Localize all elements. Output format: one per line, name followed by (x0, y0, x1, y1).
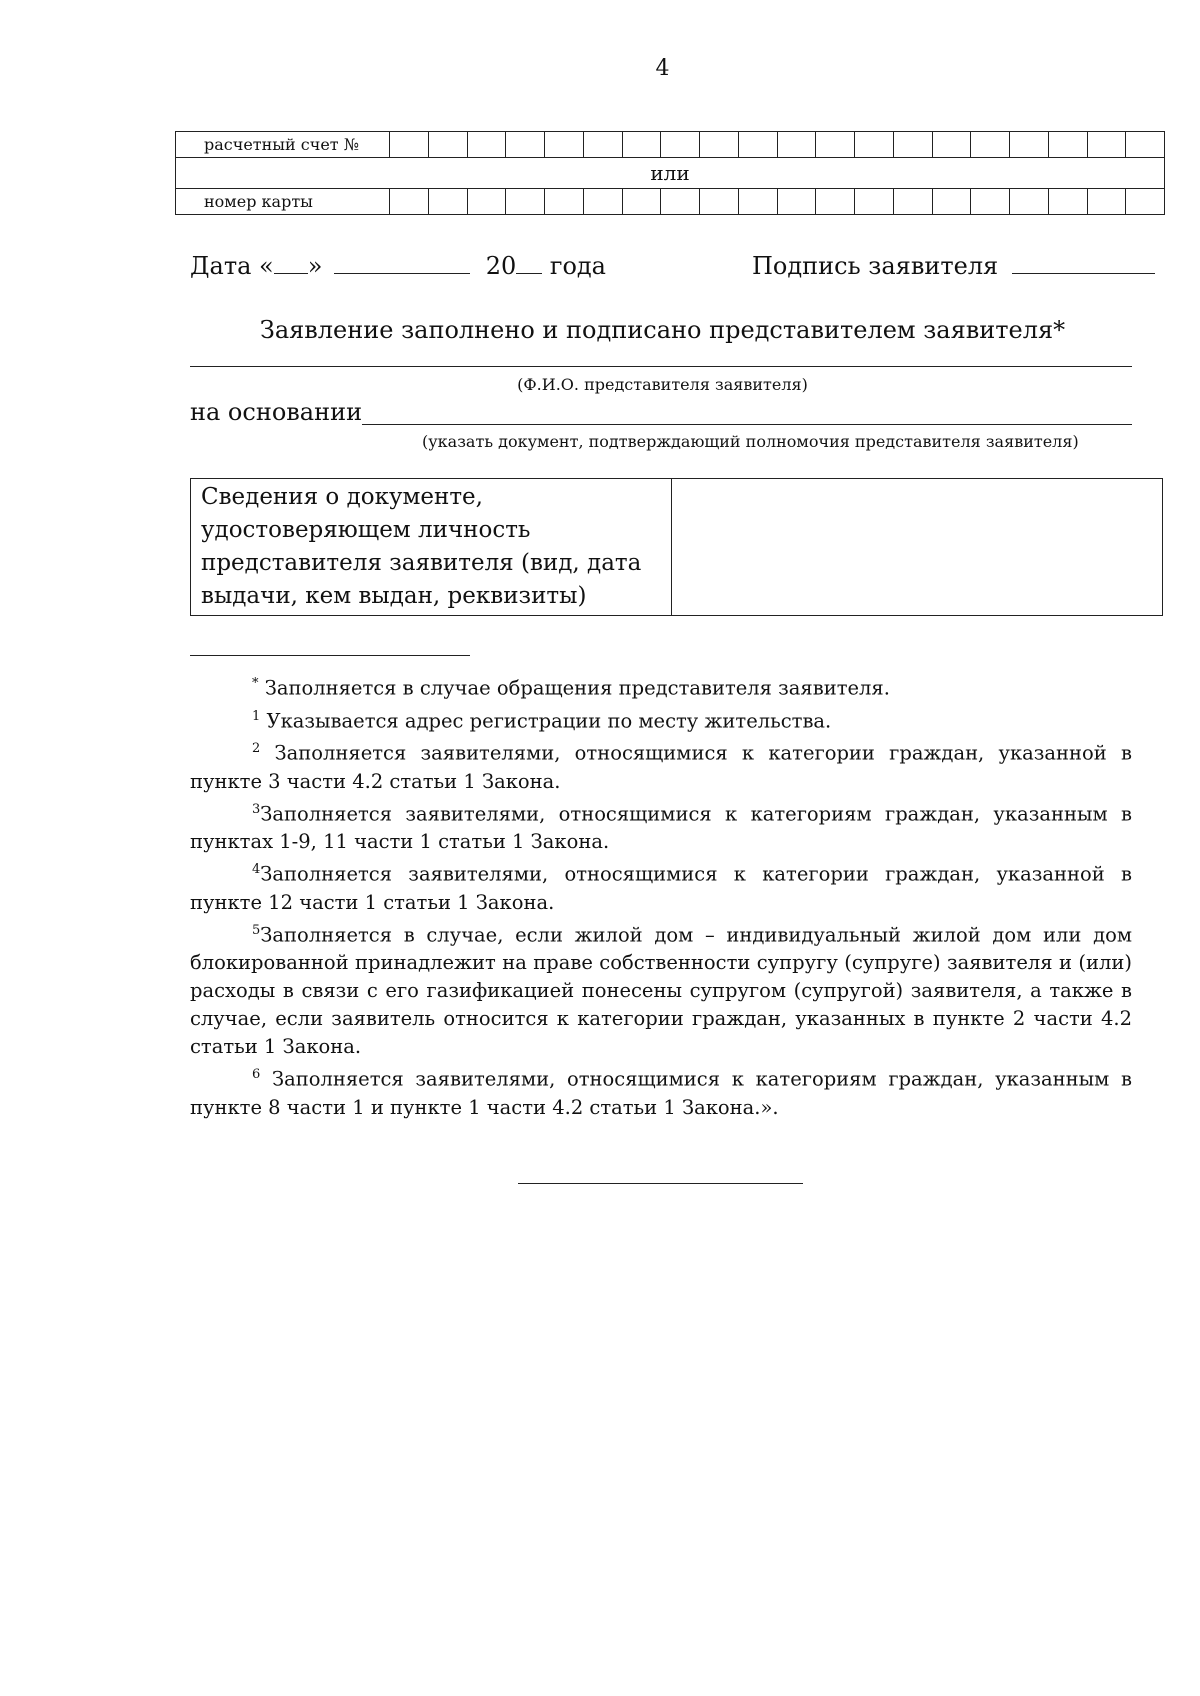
digit-cell[interactable] (932, 189, 971, 215)
fio-field[interactable] (190, 366, 1132, 367)
digit-cell[interactable] (506, 189, 545, 215)
representative-heading: Заявление заполнено и подписано представителем заявителя* (259, 316, 1066, 344)
digit-cell[interactable] (1048, 132, 1087, 158)
digit-cell[interactable] (816, 189, 855, 215)
footnote: $^4$Заполняется заявителями, относящимися к категории граждан, указанной в пункте 12 части 1 статьи 1 Закона. (190, 862, 1132, 914)
page-number: 4 (655, 56, 670, 81)
digit-cell[interactable] (971, 189, 1010, 215)
digit-cell[interactable] (390, 189, 429, 215)
signature-line (752, 252, 1155, 280)
signature-field[interactable] (1012, 272, 1155, 274)
signature-label: Подпись заявителя (752, 252, 999, 280)
digit-cell[interactable] (390, 132, 429, 158)
digit-cell[interactable] (1126, 189, 1165, 215)
footnote: $^6$ Заполняется заявителями, относящимися к категориям граждан, указанным в пункте 8 части 1 и пункте 1 части 4.2 статьи 1 Закона.». (190, 1067, 1133, 1119)
digit-cell[interactable] (622, 132, 661, 158)
digit-cell[interactable] (428, 132, 467, 158)
digit-cell[interactable] (583, 132, 622, 158)
digit-cell[interactable] (1010, 132, 1049, 158)
digit-cell[interactable] (1087, 189, 1126, 215)
digit-cell[interactable] (545, 189, 584, 215)
day-field[interactable] (274, 272, 308, 274)
year-prefix: 20 (485, 252, 517, 280)
digit-cell[interactable] (467, 189, 506, 215)
digit-cell[interactable] (545, 132, 584, 158)
digit-cell[interactable] (1010, 189, 1049, 215)
footnote-separator (190, 655, 470, 656)
document-box (190, 478, 1163, 616)
document-box-field[interactable] (672, 479, 1163, 616)
digit-cell[interactable] (1048, 189, 1087, 215)
digit-cell[interactable] (506, 132, 545, 158)
digit-cell[interactable] (583, 189, 622, 215)
digit-cell[interactable] (971, 132, 1010, 158)
digit-cell[interactable] (777, 132, 816, 158)
digit-cell[interactable] (932, 132, 971, 158)
digit-cell[interactable] (855, 132, 894, 158)
digit-cell[interactable] (661, 189, 700, 215)
basis-line (190, 398, 362, 426)
footnote: $^1$ Указывается адрес регистрации по месту жительства. (252, 708, 832, 732)
digit-cell[interactable] (467, 132, 506, 158)
month-field[interactable] (334, 272, 470, 274)
card-row (176, 189, 1165, 215)
digit-cell[interactable] (1126, 132, 1165, 158)
basis-label: на основании (190, 398, 363, 426)
digit-cell[interactable] (893, 189, 932, 215)
basis-caption: (указать документ, подтверждающий полномочия представителя заявителя) (422, 432, 1079, 451)
year-suffix: года (549, 252, 606, 280)
digit-cell[interactable] (622, 189, 661, 215)
digit-cell[interactable] (738, 189, 777, 215)
or-label: или (176, 158, 1165, 189)
footnotes (190, 670, 1132, 1122)
basis-field[interactable] (362, 424, 1132, 425)
digit-cell[interactable] (700, 189, 739, 215)
digit-cell[interactable] (428, 189, 467, 215)
digit-cell[interactable] (661, 132, 700, 158)
account-label: расчетный счет № (176, 132, 390, 158)
digit-cell[interactable] (738, 132, 777, 158)
account-row (176, 132, 1165, 158)
date-close: » (307, 252, 323, 280)
digit-cell[interactable] (816, 132, 855, 158)
date-label: Дата « (190, 252, 274, 280)
end-separator (518, 1183, 803, 1184)
digit-cell[interactable] (700, 132, 739, 158)
date-line (190, 252, 606, 280)
footnote: $^2$ Заполняется заявителями, относящимися к категории граждан, указанной в пункте 3 части 4.2 статьи 1 Закона. (190, 741, 1132, 793)
digit-cell[interactable] (1087, 132, 1126, 158)
account-table (175, 131, 1165, 215)
year-field[interactable] (516, 272, 542, 274)
fio-caption: (Ф.И.О. представителя заявителя) (517, 375, 808, 394)
digit-cell[interactable] (893, 132, 932, 158)
digit-cell[interactable] (777, 189, 816, 215)
card-label: номер карты (176, 189, 390, 215)
digit-cell[interactable] (855, 189, 894, 215)
footnote: $^3$Заполняется заявителями, относящимися к категориям граждан, указанным в пунктах 1-9, 11 части 1 статьи 1 Закона. (190, 801, 1132, 853)
footnote: $^5$Заполняется в случае, если жилой дом – индивидуальный жилой дом или дом блокированной принадлежит на праве собственности супругу (супруге) заявителя и (или) расходы в связи с его газификацией понесены супругом (супругой) заявителя, а также в случае, если заявитель относится к категории граждан, указанных в пункте 2 части 4.2 статьи 1 Закона. (190, 922, 1132, 1058)
document-box-label: Сведения о документе, удостоверяющем личность представителя заявителя (вид, дата выдачи, кем выдан, реквизиты) (191, 479, 672, 616)
footnote: * Заполняется в случае обращения представителя заявителя. (252, 676, 890, 700)
